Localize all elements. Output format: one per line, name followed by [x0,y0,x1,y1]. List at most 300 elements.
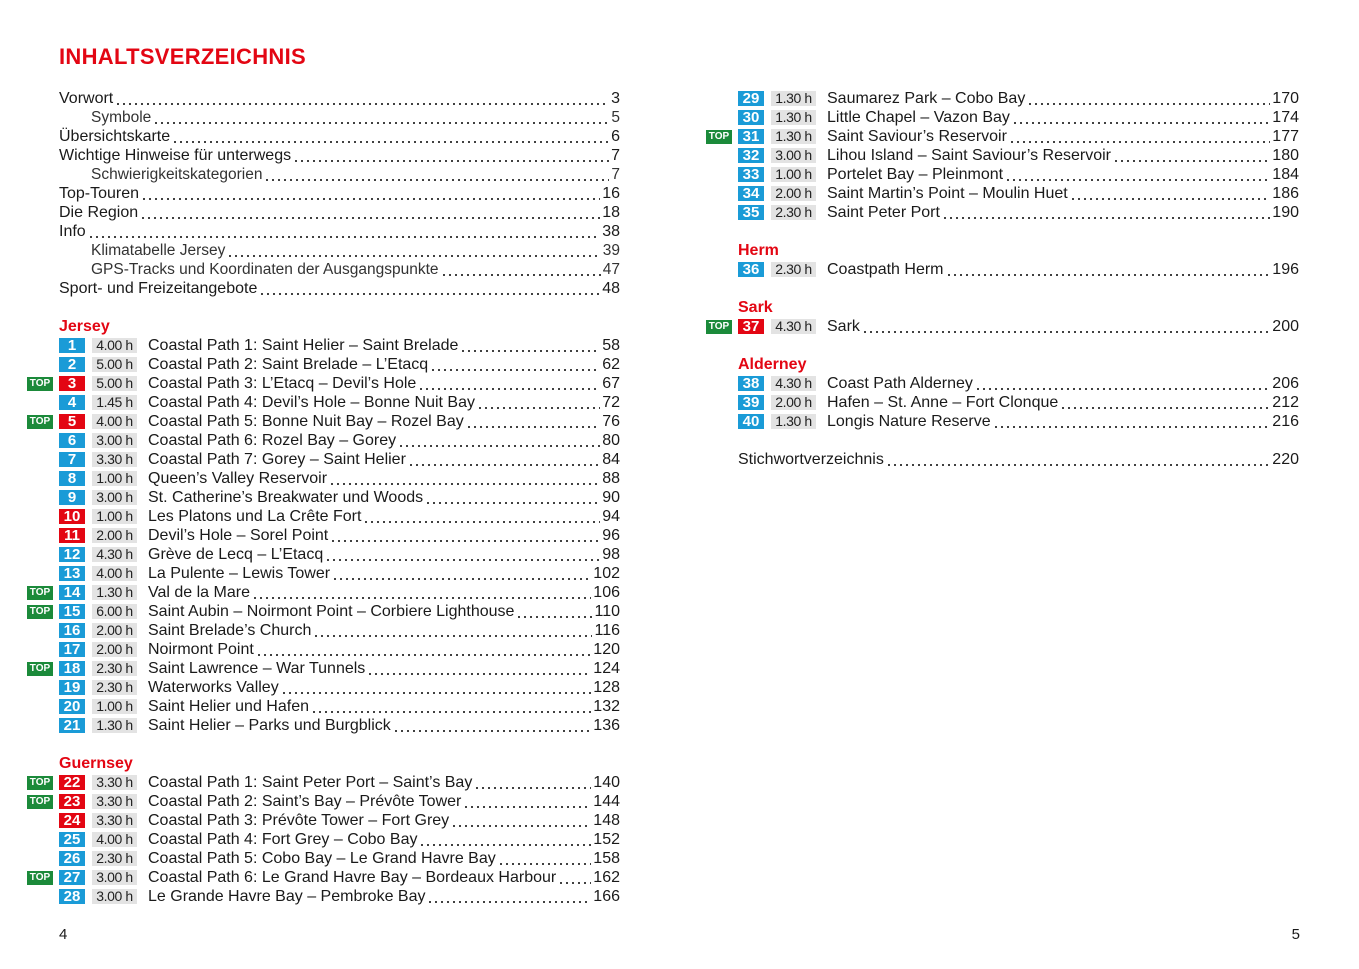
route-page: 177 [1272,128,1299,145]
route-page: 144 [593,793,620,810]
route-number-badge: 25 [59,832,85,847]
route-title: Saint Helier und Hafen [148,698,309,715]
entry-title: Vorwort [59,90,114,107]
route-page: 84 [602,451,620,468]
duration-badge: 3.30 h [92,775,137,790]
route-page: 184 [1272,166,1299,183]
duration-badge: 3.00 h [92,889,137,904]
route-title: Devil’s Hole – Sorel Point [148,527,329,544]
dot-leader [252,583,591,602]
route-number-badge: 34 [738,186,764,201]
route-title: Noirmont Point [148,641,254,658]
dot-leader [88,222,601,241]
toc-route-entry[interactable] [27,811,620,830]
top-tour-badge: TOP [706,130,732,144]
toc-front-entry[interactable] [27,146,620,165]
duration-badge: 3.00 h [92,490,137,505]
duration-badge: 1.00 h [771,167,816,182]
dot-leader [281,678,592,697]
route-page: 72 [602,394,620,411]
entry-title: Top-Touren [59,185,140,202]
route-page: 136 [593,717,620,734]
route-title: St. Catherine’s Breakwater und Woods [148,489,424,506]
dot-leader [1027,89,1270,108]
duration-badge: 2.30 h [92,661,137,676]
route-number-badge: 32 [738,148,764,163]
route-number-badge: 11 [59,528,85,543]
dot-leader [886,450,1270,469]
entry-page: 38 [602,223,620,240]
entry-page: 3 [611,90,620,107]
dot-leader [325,545,600,564]
entry-page: 39 [602,242,620,259]
route-title: Coastal Path 2: Saint’s Bay – Prévôte Tower [148,793,462,810]
route-number-badge: 16 [59,623,85,638]
route-title: Coastal Path 5: Cobo Bay – Le Grand Havre Bay [148,850,496,867]
dot-leader [264,165,609,184]
duration-badge: 3.00 h [92,433,137,448]
toc-route-entry[interactable] [27,792,620,811]
route-page: 80 [602,432,620,449]
route-page: 140 [593,774,620,791]
toc-front-entry[interactable] [27,165,620,184]
duration-badge: 2.30 h [771,262,816,277]
route-title: Coastal Path 5: Bonne Nuit Bay – Rozel Bay [148,413,464,430]
route-number-badge: 35 [738,205,764,220]
duration-badge: 4.30 h [771,319,816,334]
route-title: Saint Saviour’s Reservoir [827,128,1007,145]
route-page: 158 [593,850,620,867]
top-tour-badge: TOP [27,871,53,885]
dot-leader [477,393,600,412]
duration-badge: 3.00 h [771,148,816,163]
dot-leader [408,450,600,469]
dot-leader [942,203,1270,222]
route-page: 58 [602,337,620,354]
toc-route-entry[interactable] [27,868,620,887]
route-title: Sark [827,318,860,335]
route-page: 98 [602,546,620,563]
duration-badge: 4.00 h [92,338,137,353]
duration-badge: 3.30 h [92,794,137,809]
dot-leader [441,260,601,279]
dot-leader [427,887,591,906]
toc-route-entry[interactable] [27,507,620,526]
page-title: INHALTSVERZEICHNIS [59,44,307,69]
dot-leader [460,336,600,355]
toc-route-entry[interactable] [706,89,1299,108]
route-number-badge: 22 [59,775,85,790]
section-heading: Jersey [59,318,110,335]
entry-title: Stichwortverzeichnis [738,451,884,468]
route-page: 102 [593,565,620,582]
route-title: Coastal Path 1: Saint Helier – Saint Brelade [148,337,459,354]
duration-badge: 2.00 h [92,528,137,543]
route-title: Saint Martin’s Point – Moulin Huet [827,185,1068,202]
route-page: 206 [1272,375,1299,392]
route-number-badge: 2 [59,357,85,372]
toc-front-entry[interactable] [27,89,620,108]
section-heading: Guernsey [59,755,133,772]
route-page: 106 [593,584,620,601]
toc-index-entry[interactable] [706,450,1299,469]
route-title: Coast Path Alderney [827,375,973,392]
entry-page: 6 [611,128,620,145]
duration-badge: 5.00 h [92,357,137,372]
route-title: Saint Aubin – Noirmont Point – Corbiere Lighthouse [148,603,515,620]
route-number-badge: 37 [738,319,764,334]
toc-front-entry[interactable] [27,203,620,222]
route-title: Saint Helier – Parks und Burgblick [148,717,391,734]
route-page: 152 [593,831,620,848]
entry-title: Klimatabelle Jersey [91,242,226,259]
duration-badge: 2.00 h [92,642,137,657]
page-number-right: 5 [1291,926,1300,943]
route-number-badge: 39 [738,395,764,410]
route-page: 76 [602,413,620,430]
duration-badge: 1.00 h [92,509,137,524]
section-heading: Sark [738,299,773,316]
route-number-badge: 4 [59,395,85,410]
toc-route-entry[interactable] [27,355,620,374]
route-page: 200 [1272,318,1299,335]
dot-leader [1070,184,1271,203]
dot-leader [329,469,600,488]
dot-leader [140,203,600,222]
route-title: Coastal Path 2: Saint Brelade – L’Etacq [148,356,429,373]
toc-route-entry[interactable] [27,849,620,868]
toc-route-entry[interactable] [27,697,620,716]
toc-route-entry[interactable] [27,336,620,355]
toc-route-entry[interactable] [27,450,620,469]
spacer [706,279,1299,298]
route-number-badge: 1 [59,338,85,353]
duration-badge: 1.45 h [92,395,137,410]
route-number-badge: 6 [59,433,85,448]
duration-badge: 2.30 h [92,851,137,866]
route-page: 67 [602,375,620,392]
duration-badge: 1.30 h [771,414,816,429]
spacer [27,735,620,754]
toc-route-entry[interactable] [27,526,620,545]
entry-title: Die Region [59,204,139,221]
route-title: Little Chapel – Vazon Bay [827,109,1010,126]
route-number-badge: 19 [59,680,85,695]
route-page: 170 [1272,90,1299,107]
route-number-badge: 31 [738,129,764,144]
route-page: 110 [594,603,620,620]
toc-route-entry[interactable] [27,431,620,450]
toc-route-entry[interactable] [27,659,620,678]
route-page: 62 [602,356,620,373]
duration-badge: 4.00 h [92,566,137,581]
dot-leader [1012,108,1270,127]
toc-route-entry[interactable] [27,830,620,849]
entry-title: Übersichtskarte [59,128,171,145]
top-tour-badge: TOP [27,415,53,429]
dot-leader [463,792,591,811]
route-number-badge: 9 [59,490,85,505]
route-title: Coastpath Herm [827,261,944,278]
dot-leader [975,374,1270,393]
route-title: Saint Brelade’s Church [148,622,312,639]
toc-front-entry[interactable] [27,222,620,241]
dot-leader [293,146,609,165]
route-number-badge: 30 [738,110,764,125]
dot-leader [425,488,600,507]
dot-leader [398,431,600,450]
toc-front-entry[interactable] [27,241,620,260]
route-title: Coastal Path 4: Fort Grey – Cobo Bay [148,831,418,848]
toc-front-entry[interactable] [27,108,620,127]
duration-badge: 4.00 h [92,832,137,847]
toc-front-entry[interactable] [27,127,620,146]
duration-badge: 3.00 h [92,870,137,885]
route-number-badge: 40 [738,414,764,429]
route-number-badge: 28 [59,889,85,904]
route-number-badge: 3 [59,376,85,391]
section-heading: Herm [738,242,779,259]
dot-leader [367,659,591,678]
dot-leader [451,811,591,830]
route-number-badge: 10 [59,509,85,524]
dot-leader [993,412,1271,431]
route-number-badge: 20 [59,699,85,714]
spacer [706,336,1299,355]
toc-left-column [27,89,620,906]
top-tour-badge: TOP [27,795,53,809]
route-title: Lihou Island – Saint Saviour’s Reservoir [827,147,1112,164]
route-number-badge: 17 [59,642,85,657]
entry-page: 7 [611,147,620,164]
duration-badge: 1.30 h [92,585,137,600]
duration-badge: 1.00 h [92,699,137,714]
route-number-badge: 21 [59,718,85,733]
toc-route-entry[interactable] [27,621,620,640]
route-title: Les Platons und La Crête Fort [148,508,362,525]
route-number-badge: 27 [59,870,85,885]
duration-badge: 5.00 h [92,376,137,391]
dot-leader [419,830,591,849]
dot-leader [227,241,600,260]
duration-badge: 2.00 h [771,186,816,201]
duration-badge: 1.30 h [92,718,137,733]
section-heading: Alderney [738,356,807,373]
toc-route-entry[interactable] [706,317,1299,336]
duration-badge: 2.00 h [92,623,137,638]
toc-route-entry[interactable] [27,583,620,602]
toc-route-entry[interactable] [706,393,1299,412]
entry-title: Wichtige Hinweise für unterwegs [59,147,292,164]
top-tour-badge: TOP [27,776,53,790]
route-number-badge: 14 [59,585,85,600]
route-title: Saint Lawrence – War Tunnels [148,660,366,677]
dot-leader [466,412,600,431]
route-title: Waterworks Valley [148,679,279,696]
route-title: Grève de Lecq – L’Etacq [148,546,324,563]
toc-route-entry[interactable] [706,374,1299,393]
dot-leader [474,773,591,792]
dot-leader [115,89,609,108]
route-number-badge: 18 [59,661,85,676]
toc-route-entry[interactable] [27,545,620,564]
toc-route-entry[interactable] [706,260,1299,279]
route-page: 186 [1272,185,1299,202]
duration-badge: 3.30 h [92,813,137,828]
route-page: 94 [602,508,620,525]
toc-route-entry[interactable] [706,146,1299,165]
dot-leader [498,849,592,868]
toc-right-column [706,89,1299,469]
route-page: 166 [593,888,620,905]
dot-leader [153,108,609,127]
route-number-badge: 29 [738,91,764,106]
route-page: 162 [593,869,620,886]
dot-leader [259,279,600,298]
toc-route-entry[interactable] [706,127,1299,146]
top-tour-badge: TOP [706,320,732,334]
route-page: 96 [602,527,620,544]
dot-leader [330,526,600,545]
route-title: Coastal Path 3: Prévôte Tower – Fort Grey [148,812,450,829]
toc-route-entry[interactable] [706,203,1299,222]
toc-route-entry[interactable] [706,412,1299,431]
toc-route-entry[interactable] [27,716,620,735]
route-page: 190 [1272,204,1299,221]
route-title: La Pulente – Lewis Tower [148,565,331,582]
route-title: Coastal Path 3: L’Etacq – Devil’s Hole [148,375,417,392]
dot-leader [862,317,1270,336]
route-title: Saint Peter Port [827,204,940,221]
top-tour-badge: TOP [27,377,53,391]
toc-route-entry[interactable] [27,393,620,412]
route-page: 196 [1272,261,1299,278]
duration-badge: 4.30 h [771,376,816,391]
entry-page: 16 [602,185,620,202]
toc-front-entry[interactable] [27,279,620,298]
duration-badge: 3.30 h [92,452,137,467]
dot-leader [393,716,592,735]
route-number-badge: 23 [59,794,85,809]
entry-page: 220 [1272,451,1299,468]
entry-title: GPS-Tracks und Koordinaten der Ausgangspunkte [91,261,439,278]
duration-badge: 1.00 h [92,471,137,486]
route-page: 90 [602,489,620,506]
route-title: Le Grande Havre Bay – Pembroke Bay [148,888,426,905]
dot-leader [430,355,600,374]
route-title: Coastal Path 6: Rozel Bay – Gorey [148,432,397,449]
route-number-badge: 12 [59,547,85,562]
spacer [706,431,1299,450]
route-number-badge: 15 [59,604,85,619]
duration-badge: 4.00 h [92,414,137,429]
route-page: 88 [602,470,620,487]
duration-badge: 1.30 h [771,129,816,144]
toc-route-entry[interactable] [706,165,1299,184]
entry-title: Info [59,223,86,240]
route-title: Longis Nature Reserve [827,413,991,430]
toc-route-entry[interactable] [27,678,620,697]
route-title: Saumarez Park – Cobo Bay [827,90,1026,107]
entry-page: 7 [611,166,620,183]
route-page: 116 [594,622,620,639]
dot-leader [363,507,600,526]
route-title: Coastal Path 7: Gorey – Saint Helier [148,451,406,468]
toc-route-entry[interactable] [27,602,620,621]
duration-badge: 2.30 h [771,205,816,220]
toc-route-entry[interactable] [27,564,620,583]
toc-route-entry[interactable] [27,469,620,488]
dot-leader [313,621,592,640]
duration-badge: 1.30 h [771,91,816,106]
duration-badge: 4.30 h [92,547,137,562]
toc-front-entry[interactable] [27,184,620,203]
route-page: 174 [1272,109,1299,126]
toc-front-entry[interactable] [27,260,620,279]
route-number-badge: 33 [738,167,764,182]
toc-route-entry[interactable] [27,887,620,906]
route-title: Portelet Bay – Pleinmont [827,166,1004,183]
dot-leader [1009,127,1270,146]
route-number-badge: 26 [59,851,85,866]
route-page: 128 [593,679,620,696]
route-number-badge: 8 [59,471,85,486]
toc-route-entry[interactable] [27,412,620,431]
route-title: Coastal Path 1: Saint Peter Port – Saint’s Bay [148,774,473,791]
toc-route-entry[interactable] [706,108,1299,127]
dot-leader [141,184,600,203]
route-number-badge: 36 [738,262,764,277]
dot-leader [172,127,609,146]
toc-route-entry[interactable] [27,773,620,792]
duration-badge: 6.00 h [92,604,137,619]
duration-badge: 2.00 h [771,395,816,410]
dot-leader [332,564,591,583]
entry-title: Sport- und Freizeitangebote [59,280,258,297]
toc-route-entry[interactable] [27,640,620,659]
entry-title: Symbole [91,109,152,126]
top-tour-badge: TOP [27,605,53,619]
toc-route-entry[interactable] [27,374,620,393]
entry-page: 48 [602,280,620,297]
toc-route-entry[interactable] [27,488,620,507]
route-number-badge: 7 [59,452,85,467]
dot-leader [256,640,591,659]
route-title: Val de la Mare [148,584,250,601]
page-number-left: 4 [59,926,68,943]
toc-route-entry[interactable] [706,184,1299,203]
dot-leader [1060,393,1270,412]
dot-leader [311,697,591,716]
spacer [27,298,620,317]
entry-page: 5 [611,109,620,126]
route-title: Hafen – St. Anne – Fort Clonque [827,394,1059,411]
duration-badge: 2.30 h [92,680,137,695]
route-page: 148 [593,812,620,829]
dot-leader [1113,146,1270,165]
entry-page: 18 [602,204,620,221]
route-number-badge: 24 [59,813,85,828]
route-page: 212 [1272,394,1299,411]
route-title: Coastal Path 6: Le Grand Havre Bay – Bordeaux Harbour [148,869,557,886]
route-page: 124 [593,660,620,677]
spacer [706,222,1299,241]
entry-title: Schwierigkeitskategorien [91,166,263,183]
route-title: Coastal Path 4: Devil’s Hole – Bonne Nuit Bay [148,394,475,411]
top-tour-badge: TOP [27,586,53,600]
duration-badge: 1.30 h [771,110,816,125]
route-number-badge: 38 [738,376,764,391]
